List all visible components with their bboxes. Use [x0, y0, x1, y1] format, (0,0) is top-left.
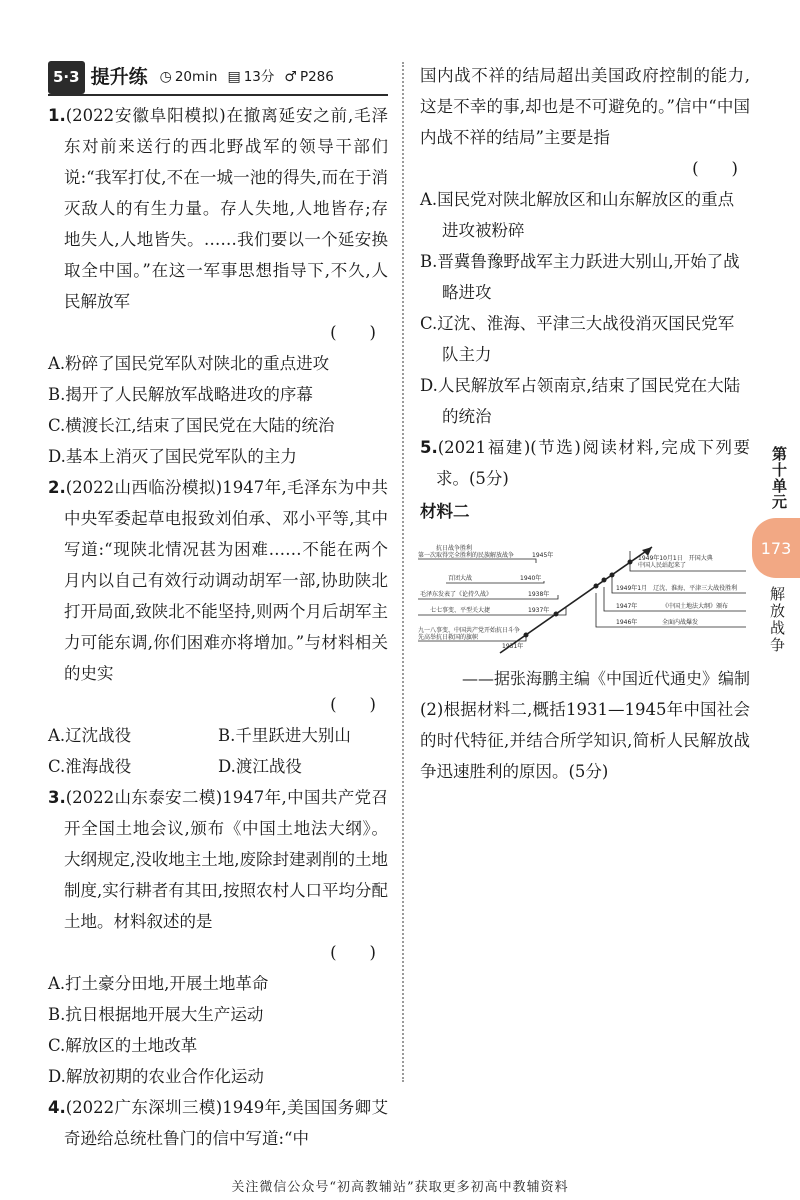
header-underline	[48, 94, 388, 96]
page-number: 173	[760, 538, 792, 558]
answer-bracket: ( )	[330, 695, 376, 714]
question-4-continued	[420, 60, 750, 432]
timeline-label: 第一次取得完全胜利的民族解放战争	[418, 552, 515, 559]
timeline-year: 1945年	[532, 552, 554, 559]
question-2	[48, 472, 388, 782]
question-stem: 4.(2022广东深圳三模)1949年,美国国务卿艾奇逊给总统杜鲁门的信中写道:“中	[48, 1098, 388, 1148]
timeline-year: 1937年	[528, 607, 550, 614]
column-divider	[402, 62, 404, 1082]
option-b[interactable]: B.千里跃进大别山	[218, 726, 351, 745]
option-b[interactable]: B.揭开了人民解放军战略进攻的序幕	[48, 385, 313, 404]
question-4-start	[48, 1092, 388, 1154]
question-1	[48, 100, 388, 472]
question-stem: 3.(2022山东泰安二模)1947年,中国共产党召开全国土地会议,颁布《中国土地法大纲》。大纲规定,没收地主土地,废除封建剥削的土地制度,实行耕者有其田,按照农村人口平均分配土地。材料叙述的是	[48, 788, 388, 931]
option-a[interactable]: A.打土豪分田地,开展土地革命	[48, 974, 269, 993]
footer-note: 关注微信公众号“初高教辅站”获取更多初高中教辅资料	[231, 1180, 569, 1195]
material-title: 材料二	[420, 502, 470, 521]
option-d[interactable]: D.基本上消灭了国民党军队的主力	[48, 447, 297, 466]
timeline-label: 中国人民站起来了	[638, 562, 687, 569]
option-d[interactable]: D.人民解放军占领南京,结束了国民党在大陆的统治	[420, 376, 741, 426]
option-b[interactable]: B.抗日根据地开展大生产运动	[48, 1005, 264, 1024]
right-column	[420, 60, 750, 787]
timeline-label: 先高举抗日救国的旗帜	[418, 634, 479, 641]
timeline-year: 1947年	[616, 603, 638, 610]
option-d[interactable]: D.解放初期的农业合作化运动	[48, 1067, 264, 1086]
option-c[interactable]: C.横渡长江,结束了国民党在大陆的统治	[48, 416, 335, 435]
section-header	[48, 60, 388, 94]
unit-label: 第十单元	[770, 446, 788, 510]
question-stem: 1.(2022安徽阜阳模拟)在撤离延安之前,毛泽东对前来送行的西北野战军的领导干部们说:“我军打仗,不在一城一池的得失,而在于消灭敌人的有生力量。存人失地,人地皆存;存地失人,人地皆失。……我们要以一个延安换取全中国。”在这一军事思想指导下,不久,人民解放军	[48, 106, 388, 311]
page-number-tab	[752, 518, 800, 578]
timeline-year: 1946年	[616, 619, 638, 626]
question-stem-continued: 国内战不祥的结局超出美国政府控制的能力,这是不幸的事,却也是不可避免的。”信中“中国内战不祥的结局”主要是指	[420, 66, 750, 147]
note-icon: ▤	[227, 68, 241, 85]
option-c[interactable]: C.淮海战役	[48, 757, 132, 776]
timeline-year: 1940年	[520, 575, 542, 582]
timeline-label: 七七事变、平型关大捷	[430, 607, 491, 614]
timeline-label: 毛泽东发表了《论持久战》	[420, 591, 493, 598]
timeline-label: 《中国土地法大纲》颁布	[662, 603, 729, 610]
timeline-label: 1949年10月1日 开国大典	[638, 555, 713, 562]
timeline-year: 1938年	[528, 591, 550, 598]
answer-bracket: ( )	[330, 943, 376, 962]
option-c[interactable]: C.解放区的土地改革	[48, 1036, 198, 1055]
material-source: ——据张海鹏主编《中国近代通史》编制	[461, 669, 750, 688]
chapter-label: 解放战争	[768, 586, 786, 654]
timeline-label: 九一八事变、中国共产党开始抗日斗争	[418, 627, 521, 634]
option-c[interactable]: C.辽沈、淮海、平津三大战役消灭国民党军队主力	[420, 314, 735, 364]
timeline-label: 1949年1月 辽沈、淮海、平津三大战役胜利	[616, 585, 738, 592]
option-b[interactable]: B.晋冀鲁豫野战军主力跃进大别山,开始了战略进攻	[420, 252, 740, 302]
options-row-1	[48, 720, 388, 751]
timeline-label: 抗日战争胜利	[436, 545, 473, 552]
pointer-icon: ♂	[284, 68, 297, 85]
timeline-label: 百团大战	[448, 575, 473, 582]
answer-bracket: ( )	[330, 323, 376, 342]
options-row-2	[48, 751, 388, 782]
page-ref-meta	[284, 62, 333, 93]
question-stem: 5.(2021福建)(节选)阅读材料,完成下列要求。(5分)	[420, 438, 750, 488]
score-value: 13分	[243, 68, 275, 85]
timeline-label: 全面内战爆发	[662, 619, 699, 626]
question-5	[420, 432, 750, 787]
left-column	[48, 60, 388, 1154]
option-a[interactable]: A.粉碎了国民党军队对陕北的重点进攻	[48, 354, 330, 373]
time-meta	[160, 62, 218, 93]
option-a[interactable]: A.国民党对陕北解放区和山东解放区的重点进攻被粉碎	[420, 190, 735, 240]
option-d[interactable]: D.渡江战役	[218, 757, 302, 776]
question-stem: 2.(2022山西临汾模拟)1947年,毛泽东为中共中央军委起草电报致刘伯承、邓小平等,其中写道:“现陕北情况甚为困难……不能在两个月内以自己有效行动调动胡军一部,协助陕北打开局面,致陕北不能坚持,则两个月后胡军主力可能东调,你们困难亦将增加。”与材料相关的史实	[48, 478, 388, 683]
question-3	[48, 782, 388, 1092]
answer-bracket: ( )	[692, 159, 738, 178]
section-title: 提升练	[90, 65, 148, 88]
sub-question: (2)根据材料二,概括1931—1945年中国社会的时代特征,并结合所学知识,简析人民解放战争迅速胜利的原因。(5分)	[420, 700, 750, 781]
brand-logo: 5·3	[48, 61, 85, 94]
score-meta	[227, 62, 274, 93]
timeline-diagram	[416, 537, 756, 657]
time-value: 20min	[174, 68, 218, 85]
clock-icon: ◷	[159, 68, 172, 85]
timeline-year: 1931年	[502, 643, 524, 650]
page-ref-value: P286	[299, 68, 334, 85]
option-a[interactable]: A.辽沈战役	[48, 726, 132, 745]
